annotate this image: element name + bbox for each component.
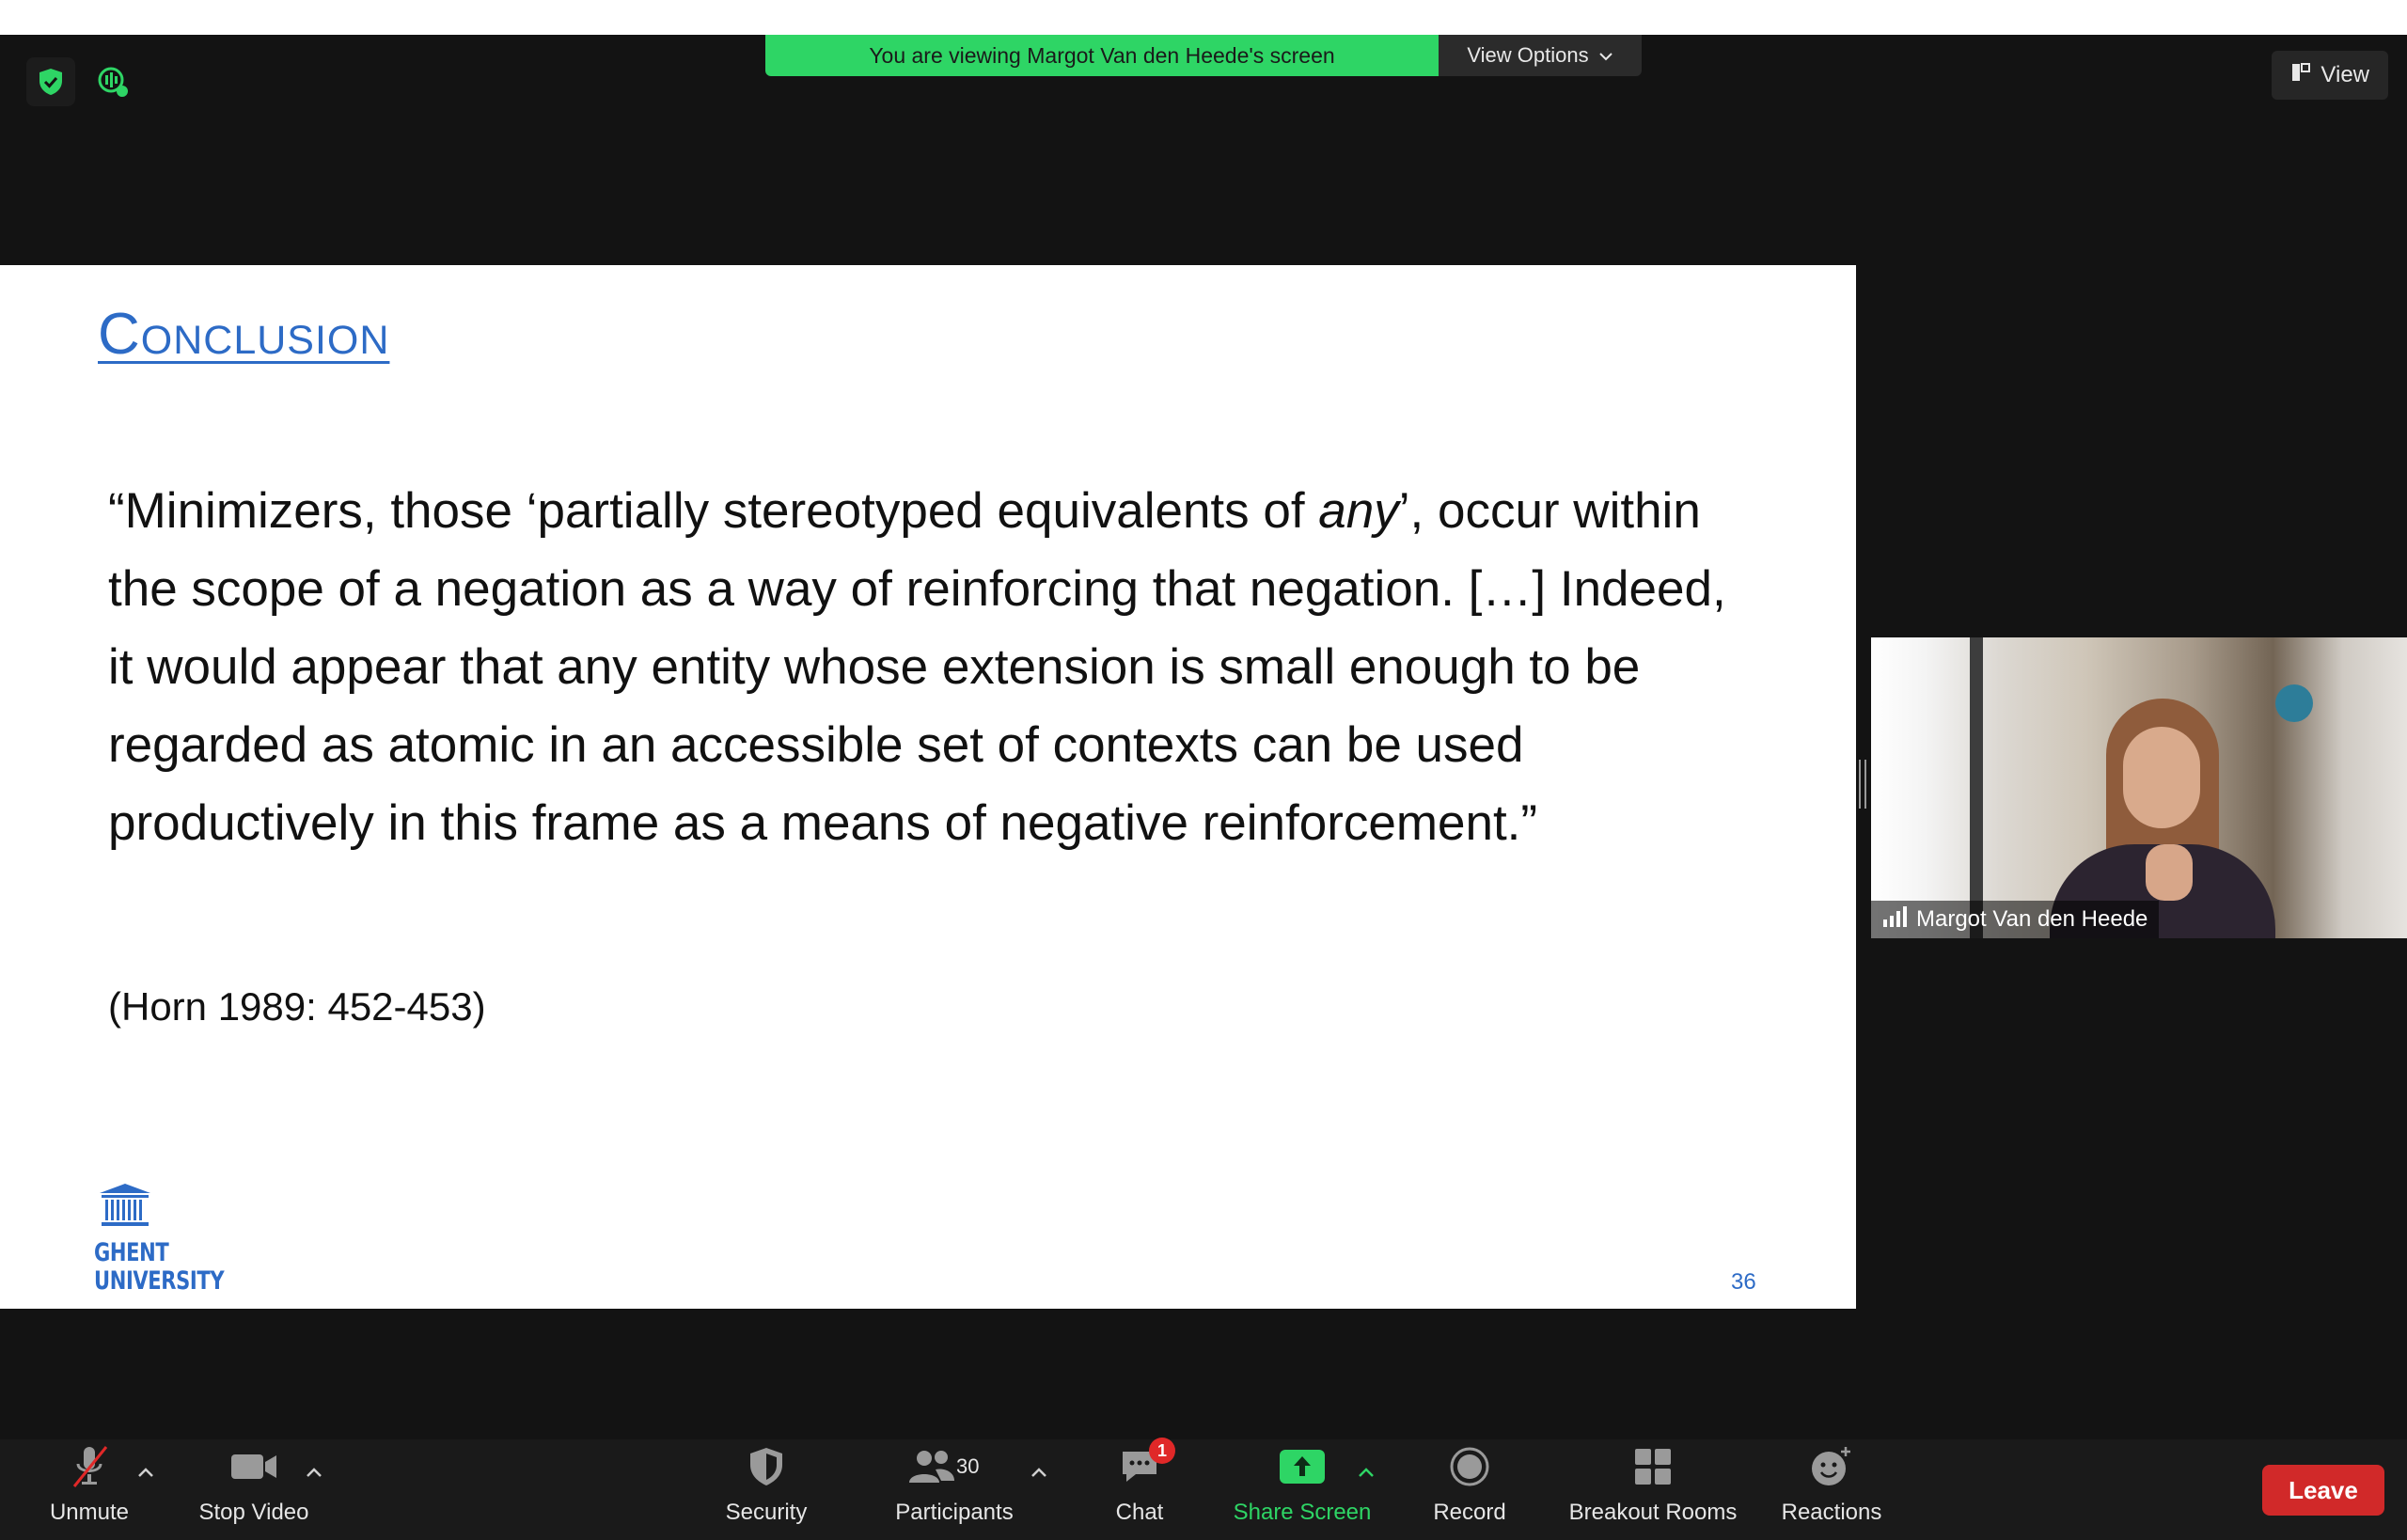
stop-video-label: Stop Video [198, 1500, 309, 1525]
video-person-face [2123, 727, 2200, 828]
video-options-caret-icon[interactable] [306, 1462, 323, 1484]
view-options-button[interactable] [1439, 35, 1642, 76]
slide-page-number: 36 [1731, 1269, 1756, 1295]
record-label: Record [1433, 1500, 1506, 1525]
breakout-rooms-button[interactable] [1559, 1439, 1747, 1540]
meeting-window [0, 35, 2407, 1540]
security-button[interactable] [710, 1439, 823, 1540]
video-window-frame [1970, 637, 1983, 938]
logo-text-line-2: UNIVERSITY [94, 1266, 225, 1296]
slide-citation: (Horn 1989: 452-453) [108, 984, 486, 1029]
participant-name-label [1871, 901, 2159, 938]
view-layout-icon [2290, 62, 2311, 89]
share-banner [765, 35, 1642, 76]
chat-button[interactable] [1100, 1439, 1179, 1540]
slide-title: Conclusion [98, 302, 390, 367]
breakout-rooms-icon [1633, 1439, 1673, 1494]
unmute-button[interactable] [38, 1439, 141, 1540]
leave-button[interactable]: Leave [2262, 1465, 2384, 1516]
reactions-smiley-icon [1810, 1439, 1853, 1494]
quote-part-1: “Minimizers, those ‘partially stereotyped equivalents of [108, 483, 1319, 539]
video-globe [2275, 684, 2313, 722]
participants-count: 30 [956, 1454, 980, 1478]
share-screen-label: Share Screen [1233, 1500, 1372, 1525]
panel-resize-handle[interactable] [1859, 760, 1866, 809]
record-button[interactable] [1423, 1439, 1517, 1540]
participants-caret-icon[interactable] [1030, 1462, 1047, 1484]
stop-video-button[interactable] [188, 1439, 320, 1540]
microphone-muted-icon [67, 1439, 112, 1494]
view-options-label: View Options [1467, 43, 1589, 67]
reactions-label: Reactions [1781, 1500, 1882, 1525]
share-screen-button[interactable] [1222, 1439, 1382, 1540]
participants-button[interactable] [879, 1439, 1030, 1540]
share-screen-icon [1280, 1439, 1325, 1494]
slide-quote [108, 472, 1763, 862]
meeting-toolbar [0, 1439, 2407, 1540]
view-button-label: View [2320, 62, 2369, 87]
reactions-button[interactable] [1775, 1439, 1888, 1540]
share-options-caret-icon[interactable] [1358, 1462, 1375, 1484]
shield-check-icon[interactable] [26, 57, 75, 106]
security-shield-icon [747, 1439, 785, 1494]
record-icon [1449, 1439, 1490, 1494]
quote-emphasis: any [1318, 483, 1399, 539]
shared-slide [0, 265, 1856, 1309]
logo-text-line-1: GHENT [94, 1238, 169, 1267]
ghent-university-logo [94, 1182, 282, 1296]
participants-icon [907, 1439, 1001, 1494]
security-label: Security [725, 1500, 808, 1525]
chat-label: Chat [1115, 1500, 1164, 1525]
unmute-label: Unmute [49, 1500, 130, 1525]
audio-options-caret-icon[interactable] [137, 1462, 154, 1484]
breakout-rooms-label: Breakout Rooms [1568, 1500, 1738, 1525]
chevron-down-icon [1598, 43, 1613, 68]
participants-label: Participants [895, 1500, 1014, 1525]
live-transcript-icon[interactable] [88, 57, 137, 106]
signal-strength-icon [1882, 906, 1907, 934]
quote-part-2: ’, occur within the scope of a negation as a way of reinforcing that negation. […] Indeed, it would appear that any entity whose extension is small enough to be regarded as atomic in an accessible set of contexts can be used productively in this frame as a means of negative reinforcement.” [108, 483, 1726, 851]
chat-unread-badge: 1 [1149, 1438, 1175, 1464]
participant-video-tile[interactable] [1871, 637, 2407, 938]
view-button[interactable] [2272, 51, 2388, 100]
participant-name: Margot Van den Heede [1916, 906, 2148, 932]
university-building-icon [98, 1182, 152, 1229]
share-banner-message: You are viewing Margot Van den Heede's screen [765, 35, 1439, 76]
meeting-info-icons [26, 57, 137, 106]
video-camera-icon [229, 1439, 278, 1494]
chat-bubble-icon [1119, 1439, 1167, 1494]
video-person-hands [2146, 844, 2193, 901]
